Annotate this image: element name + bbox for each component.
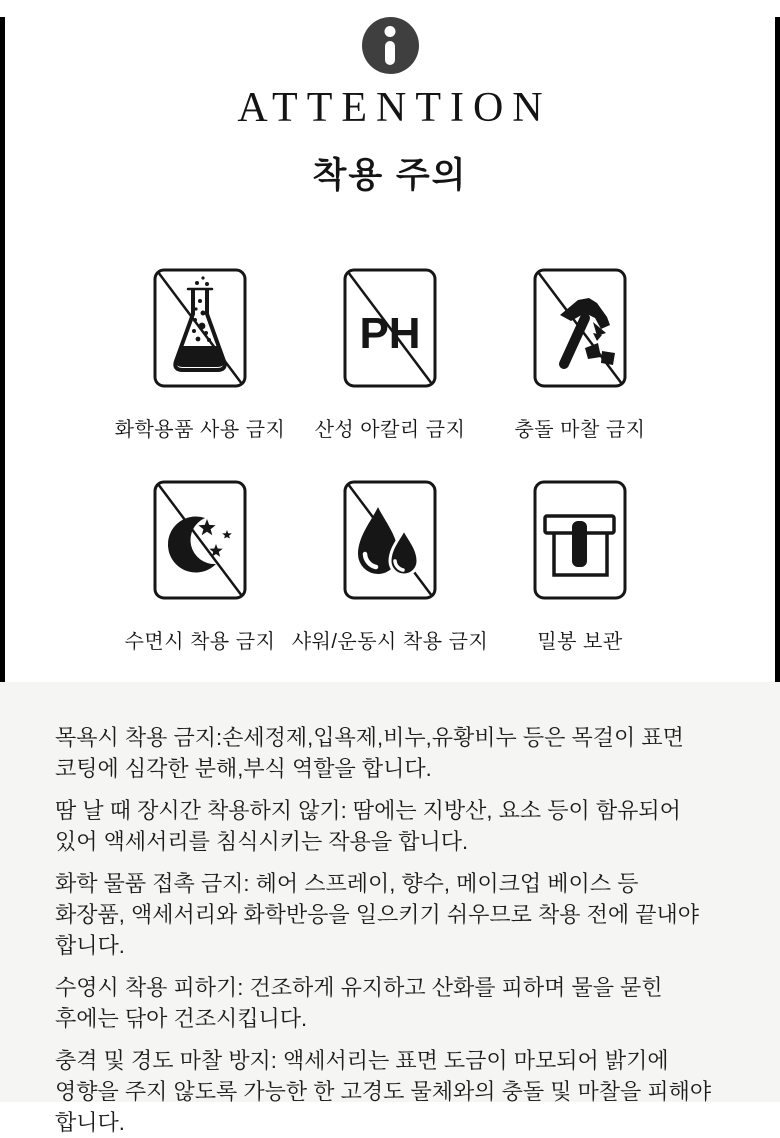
care-icon-grid <box>0 268 780 654</box>
attention-panel <box>0 17 780 682</box>
info-icon <box>362 17 419 74</box>
care-icon-row-2 <box>0 480 780 654</box>
care-item-no-sleeping <box>105 480 295 654</box>
care-item-label: 산성 아칼리 금지 <box>314 419 466 441</box>
moon-stars-icon <box>153 480 247 600</box>
care-item-label: 샤워/운동시 착용 금지 <box>291 631 489 653</box>
hammer-impact-icon <box>533 268 627 388</box>
right-edge-bar <box>775 17 780 682</box>
note-no-friction: 충격 및 경도 마찰 방지: 액세서리는 표면 도금이 마모되어 밝기에 영향을 주지 않도록 가능한 한 고경도 물체와의 충돌 및 마찰을 피해야 합니다. <box>55 1048 712 1135</box>
care-item-no-chemicals <box>105 268 295 442</box>
ph-icon-text: PH <box>359 309 421 358</box>
note-no-chemical-contact: 화학 물품 접촉 금지: 헤어 스프레이, 향수, 메이크업 베이스 등 화장품, 액세서리와 화학반응을 일으키기 쉬우므로 착용 전에 끝내야 합니다. <box>55 871 699 958</box>
care-item-no-impact <box>485 268 675 442</box>
care-item-label: 수면시 착용 금지 <box>124 631 276 653</box>
chemical-flask-icon <box>153 268 247 388</box>
sealed-box-icon <box>533 480 627 600</box>
water-drops-icon <box>343 480 437 600</box>
attention-title: ATTENTION <box>237 85 552 131</box>
care-item-label: 충돌 마찰 금지 <box>514 419 646 441</box>
care-item-label: 화학용품 사용 금지 <box>114 419 286 441</box>
page-title: 착용 주의 <box>312 156 468 195</box>
note-no-bathing: 목욕시 착용 금지:손세정제,입욕제,비누,유황비누 등은 목걸이 표면 코팅에 심각한 분해,부식 역할을 합니다. <box>55 725 684 781</box>
care-item-no-acid-alkali <box>295 268 485 442</box>
care-item-sealed-storage <box>485 480 675 654</box>
care-icon-row-1 <box>0 268 780 442</box>
left-edge-bar <box>0 17 5 682</box>
care-item-no-shower-exercise <box>291 480 489 654</box>
info-icon-stem <box>385 41 395 65</box>
note-no-sweat: 땀 날 때 장시간 착용하지 않기: 땀에는 지방산, 요소 등이 함유되어 있어 액세서리를 침식시키는 작용을 합니다. <box>55 798 681 854</box>
ph-icon <box>343 268 437 388</box>
care-item-label: 밀봉 보관 <box>537 631 623 653</box>
info-icon-dot <box>385 26 396 37</box>
care-notes-section <box>0 682 780 1135</box>
note-no-swimming: 수영시 착용 피하기: 건조하게 유지하고 산화를 피하며 물을 묻힌 후에는 닦아 건조시킵니다. <box>55 975 663 1031</box>
